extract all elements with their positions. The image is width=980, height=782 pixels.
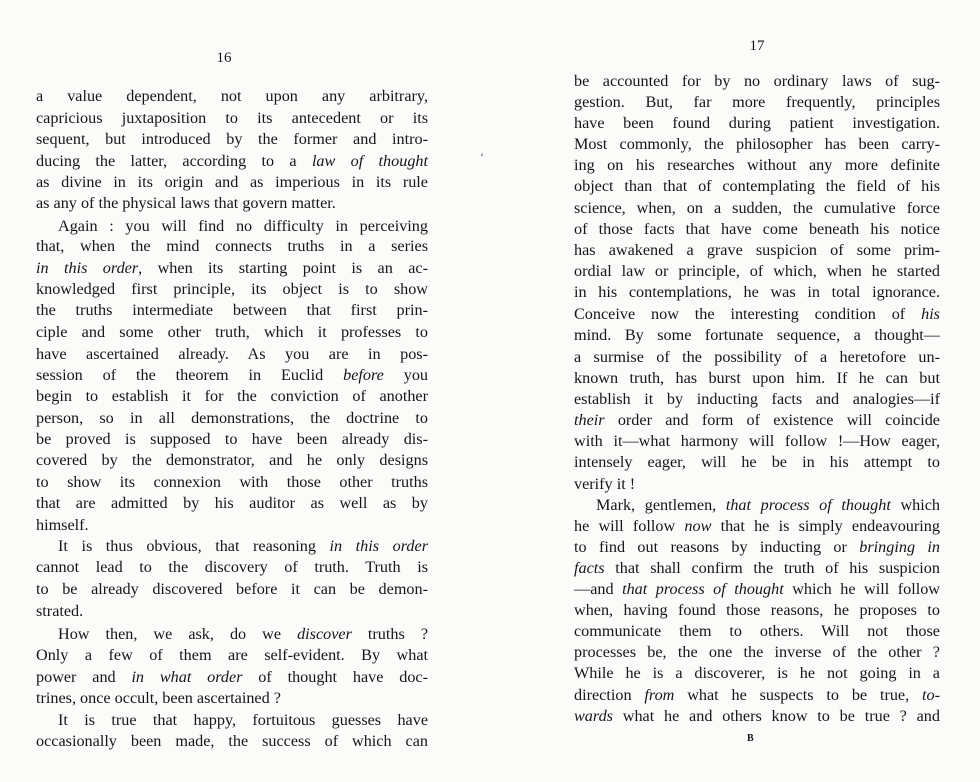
text-line: cannot lead to the discovery of truth. Truth is (36, 558, 428, 576)
text-line: Conceive now the interesting condition of his (574, 305, 940, 323)
text-line: science, when, on a sudden, the cumulative force (574, 199, 940, 217)
text-line: himself. (36, 516, 89, 534)
text-line: trines, once occult, been ascertained ? (36, 689, 281, 707)
text-line: How then, we ask, do we discover truths ? (58, 625, 428, 643)
signature-mark: B (747, 733, 755, 744)
text-line: It is thus obvious, that reasoning in this order (58, 537, 428, 555)
text-line: knowledged first principle, its object is to show (36, 280, 428, 298)
text-line: that are admitted by his auditor as well as by (36, 494, 428, 512)
text-line: communicate them to others. Will not those (574, 622, 940, 640)
text-line: to find out reasons by inducting or bringing in (574, 538, 941, 556)
text-line: While he is a discoverer, is he not going in a (574, 664, 940, 682)
text-line: when, having found those reasons, he proposes to (574, 601, 940, 619)
text-line: Again : you will find no difficulty in perceiving (58, 217, 428, 235)
text-line: with it—what harmony will follow !—How eager, (574, 432, 940, 450)
text-line: Most commonly, the philosopher has been carry- (574, 135, 940, 153)
text-line: processes be, the one the inverse of the other ? (574, 643, 940, 661)
text-line: be proved is supposed to have been already dis- (36, 430, 428, 448)
text-line: facts that shall confirm the truth of his suspicion (574, 559, 940, 577)
text-line: to be already discovered before it can be demon- (36, 580, 428, 598)
text-line: he will follow now that he is simply endeavouring (574, 517, 940, 535)
text-line: occasionally been made, the success of which can (36, 732, 428, 750)
text-line: the truths intermediate between that first prin- (36, 301, 428, 319)
text-line: capricious juxtaposition to its antecedent or its (36, 109, 428, 127)
text-line: mind. By some fortunate sequence, a thought— (574, 326, 940, 344)
stray-mark: ‘ (480, 150, 484, 164)
text-line: that, when the mind connects truths in a series (36, 237, 428, 255)
text-line: ordial law or principle, of which, when he started (574, 262, 940, 280)
page-number: 16 (216, 50, 232, 66)
text-line: as any of the physical laws that govern matter. (36, 194, 336, 212)
text-line: It is true that happy, fortuitous guesses have (58, 711, 428, 729)
text-line: begin to establish it for the conviction of another (36, 387, 428, 405)
text-line: direction from what he suspects to be true, to- (574, 686, 940, 704)
text-line: their order and form of existence will coincide (574, 411, 940, 429)
text-line: ing on his researches without any more definite (574, 156, 940, 174)
text-line: session of the theorem in Euclid before you (36, 366, 429, 384)
text-line: a surmise of the possibility of a heretofore un- (574, 348, 940, 366)
text-line: Mark, gentlemen, that process of thought which (596, 496, 941, 514)
text-line: object than that of contemplating the field of his (574, 177, 940, 195)
text-line: strated. (36, 602, 84, 620)
text-line: as divine in its origin and as imperious in its rule (36, 173, 428, 191)
text-line: known truth, has burst upon him. If he can but (574, 369, 940, 387)
text-line: sequent, but introduced by the former and intro- (36, 130, 428, 148)
text-line: have ascertained already. As you are in pos- (36, 345, 428, 363)
text-line: verify it ! (574, 475, 636, 493)
text-line: power and in what order of thought have doc- (36, 668, 428, 686)
text-line: ducing the latter, according to a law of thought (36, 152, 428, 170)
text-line: ciple and some other truth, which it professes to (36, 323, 428, 341)
text-line: to show its connexion with those other truths (36, 473, 428, 491)
page-number: 17 (749, 38, 765, 54)
text-line: person, so in all demonstrations, the doctrine to (36, 409, 428, 427)
text-line: has awakened a grave suspicion of some prim- (574, 241, 940, 259)
text-line: of those facts that have come beneath his notice (574, 220, 940, 238)
text-line: gestion. But, far more frequently, principles (574, 93, 940, 111)
text-line: be accounted for by no ordinary laws of sug- (574, 72, 940, 90)
text-line: intensely eager, will he be in his attempt to (574, 453, 940, 471)
text-line: have been found during patient investigation. (574, 114, 940, 132)
text-line: wards what he and others know to be true ? and (574, 707, 940, 725)
text-line: in his contemplations, he was in total ignorance. (574, 283, 940, 301)
text-line: in this order, when its starting point is an ac- (36, 259, 428, 277)
text-line: Only a few of them are self-evident. By what (36, 646, 428, 664)
text-line: establish it by inducting facts and analogies—if (574, 390, 940, 408)
text-line: a value dependent, not upon any arbitrary, (36, 87, 428, 105)
text-line: —and that process of thought which he will follow (574, 580, 940, 598)
text-line: covered by the demonstrator, and he only designs (36, 451, 428, 469)
